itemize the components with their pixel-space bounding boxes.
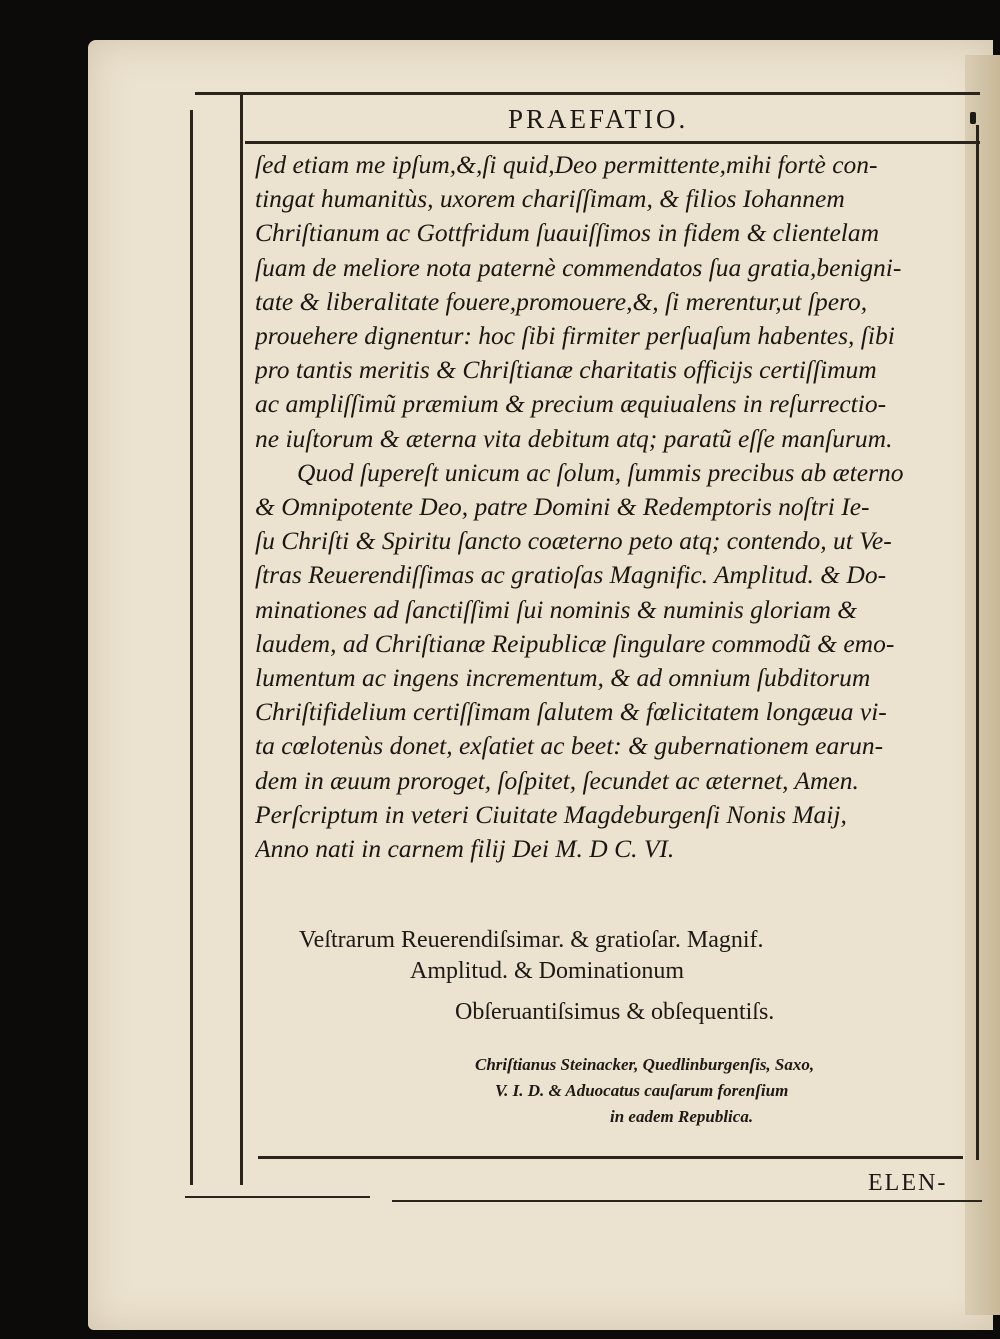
catchword: ELEN- [868, 1170, 948, 1196]
text-line: ſuam de meliore nota paternè commendatos ſua gratia,benigni- [255, 252, 902, 282]
closing-line: Obſeruantiſsimus & obſequentiſs. [455, 999, 775, 1025]
text-line: ne iuſtorum & æterna vita debitum atq; paratũ eſſe manſurum. [255, 423, 893, 453]
text-line: laudem, ad Chriſtianæ Reipublicæ ſingulare commodũ & emo- [255, 628, 895, 658]
header-rule [245, 141, 980, 144]
closing-line: Amplitud. & Dominationum [410, 958, 684, 984]
text-line-paragraph-start: Quod ſupereſt unicum ac ſolum, ſummis precibus ab æterno [297, 457, 904, 487]
running-header-title: PRAEFATIO. [508, 104, 689, 134]
text-line: ſed etiam me ipſum,&,ſi quid,Deo permittente,mihi fortè con- [255, 150, 878, 179]
author-signature [475, 1052, 975, 1130]
top-rule-outer [195, 92, 980, 95]
text-line: Anno nati in carnem filij Dei M. D C. VI. [255, 834, 675, 864]
text-line: prouehere dignentur: hoc ſibi firmiter perſuaſum habentes, ſibi [255, 321, 895, 351]
text-line: tingat humanitùs, uxorem chariſſimam, & filios Iohannem [255, 184, 845, 214]
text-line: ſtras Reuerendiſſimas ac gratioſas Magnific. Amplitud. & Do- [255, 560, 887, 590]
right-margin-rule [976, 125, 979, 1160]
running-header [240, 100, 978, 140]
text-line: Chriſtianum ac Gottfridum ſuauiſſimos in fidem & clientelam [255, 218, 880, 248]
closing-salutation [255, 925, 975, 1028]
text-line: ac ampliſſimũ præmium & precium æquiualens in reſurrectio- [255, 389, 887, 419]
text-line: Perſcriptum in veteri Ciuitate Magdeburgenſi Nonis Maij, [255, 799, 847, 829]
footer-rule-right [392, 1200, 982, 1202]
text-line: dem in æuum proroget, ſoſpitet, ſecundet ac æternet, Amen. [255, 765, 859, 795]
signature-line: in eadem Republica. [610, 1107, 754, 1126]
text-line: pro tantis meritis & Chriſtianæ charitatis officijs certiſſimum [255, 355, 877, 385]
left-margin-rule-outer [190, 110, 193, 1185]
preface-body [255, 148, 975, 866]
bottom-rule [258, 1156, 963, 1159]
text-line: tate & liberalitate fouere,promouere,&, ſi merentur,ut ſpero, [255, 286, 868, 316]
text-line: lumentum ac ingens incrementum, & ad omnium ſubditorum [255, 663, 871, 693]
text-line: & Omnipotente Deo, patre Domini & Redemptoris noſtri Ie- [255, 492, 870, 522]
left-margin-rule-inner [240, 95, 243, 1185]
signature-line: V. I. D. & Aduocatus cauſarum forenſium [495, 1081, 789, 1100]
closing-line: Veſtrarum Reuerendiſsimar. & gratioſar. Magnif. [299, 927, 764, 953]
signature-line: Chriſtianus Steinacker, Quedlinburgenſis, Saxo, [475, 1055, 815, 1074]
text-line: Chriſtifidelium certiſſimam ſalutem & fœlicitatem longæua vi- [255, 697, 887, 727]
text-line: ta cœlotenùs donet, exſatiet ac beet: & gubernationem earun- [255, 731, 884, 761]
text-line: minationes ad ſanctiſſimi ſui nominis & numinis gloriam & [255, 594, 858, 624]
footer-rule-left [185, 1196, 370, 1198]
text-line: ſu Chriſti & Spiritu ſancto coæterno peto atq; contendo, ut Ve- [255, 526, 892, 556]
